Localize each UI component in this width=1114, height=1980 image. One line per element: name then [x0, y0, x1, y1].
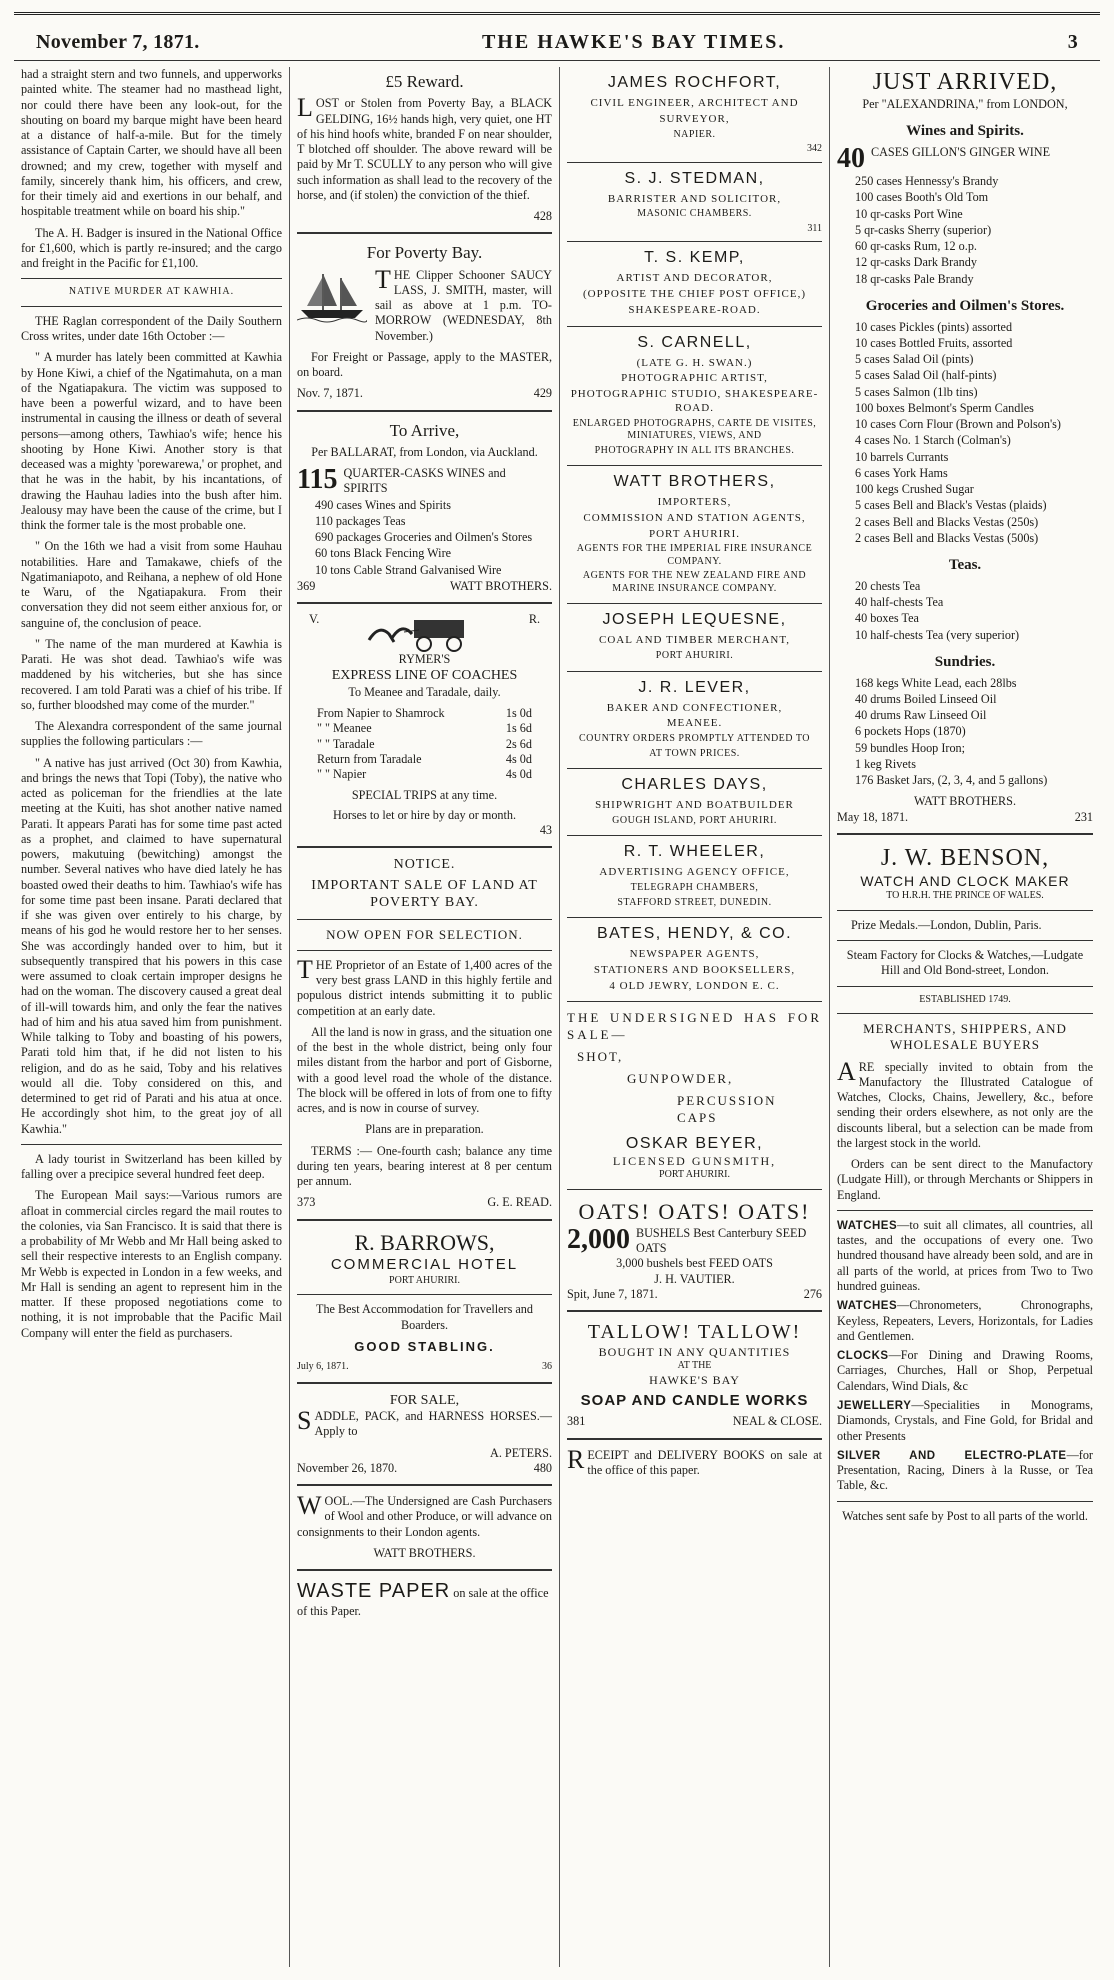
ad-number: 373: [297, 1195, 316, 1210]
arrived-footer: [837, 810, 1093, 825]
grocery-item: 10 cases Bottled Fruits, assorted: [855, 335, 1013, 350]
card-line: PORT AHURIRI.: [649, 527, 740, 540]
fare-price: 2s 6d: [505, 736, 532, 751]
benson-royal: TO H.R.H. THE PRINCE OF WALES.: [886, 890, 1044, 902]
divider: [297, 950, 552, 951]
divider: [837, 1210, 1093, 1211]
gun-item: PERCUSSION CAPS: [677, 1093, 777, 1125]
benson-item-key: SILVER AND ELECTRO-PLATE: [837, 1449, 1067, 1462]
ad-signature: WATT BROTHERS.: [913, 794, 1017, 809]
gunsmith-ad: [567, 1002, 822, 1190]
business-cards: [567, 67, 822, 1002]
divider: [297, 410, 552, 412]
coach-icon: [364, 612, 484, 652]
wines-title: Wines and Spirits.: [906, 123, 1024, 140]
ad-number: 429: [533, 386, 552, 401]
card-line: (OPPOSITE THE CHIEF POST OFFICE,): [583, 288, 806, 300]
ad-signature: J. H. VAUTIER.: [654, 1271, 735, 1286]
card-name: J. R. LEVER,: [638, 678, 751, 696]
ad-signature: NEAL & CLOSE.: [732, 1414, 822, 1429]
ad-number: 311: [807, 222, 822, 234]
wines-big-text: CASES GILLON'S GINGER WINE: [871, 145, 1051, 159]
ad-number: 43: [539, 822, 552, 837]
reward-title: £5 Reward.: [385, 72, 464, 91]
card-small-line: MASONIC CHAMBERS.: [637, 208, 752, 220]
benson-item: [837, 1218, 1093, 1294]
sundry-item: 1 keg Rivets: [855, 756, 916, 771]
arrive-footer: [297, 579, 552, 594]
tea-item: 40 half-chests Tea: [855, 595, 944, 609]
fare-row: [297, 721, 552, 736]
article-paragraph: The Alexandra correspondent of the same journal supplies the following particulars :—: [21, 719, 282, 749]
grocery-item: 5 cases Salad Oil (pints): [855, 352, 974, 366]
ad-number: 428: [533, 209, 552, 223]
oats-text: BUSHELS Best Canterbury SEED OATS: [636, 1225, 807, 1255]
business-card: [567, 327, 822, 467]
fare-row: [297, 706, 552, 721]
column-cards: [559, 67, 829, 1967]
ad-date: July 6, 1871.: [297, 1361, 349, 1372]
column-news: [14, 67, 289, 1967]
benson-merchants: MERCHANTS, SHIPPERS, AND WHOLESALE BUYERS: [863, 1021, 1067, 1053]
card-small-line: AGENTS FOR THE IMPERIAL FIRE INSURANCE COMPANY.: [576, 543, 813, 567]
teas-title: Teas.: [948, 557, 982, 573]
article-paragraph: " A native has just arrived (Oct 30) from Kawhia, and brings the news that Topi (Toby), the native who acted as policeman for the friendlies at the late meeting at the Kuiti, has shot another native named Parati. It appears Parati has for some time past acted as a prophet, and claimed to have supernatural powers, makutuing (bewitching) amongst the number. Several natives who have died lately he has boasted owed their deaths to him. Tawhiao's wife has for some time past been insane. Parati declared that if she was given over entirely to his charge, by means of his god he would restore her to her senses. She was accordingly handed over to him, but it subsequently transpired that his powers in this case were assumed to cloak certain improper designs he had on the woman. The discovery caused a great deal of ill-will towards him, and only the fear the natives had of him and his atua saved him from punishment. While talking to Toby and boasting of his powers, Parati told him that, if he did not listen to his religion, and do as he said, Toby and his relatives would all die. Toby considered on this, and determined to get rid of Parati and his atua at once. He accordingly shot him, to the great joy of all Kawhia.": [21, 755, 282, 1136]
fare-price: 4s 0d: [505, 767, 532, 781]
card-line: MEANEE.: [666, 717, 723, 730]
card-line: SHIPWRIGHT AND BOATBUILDER: [595, 799, 794, 811]
card-line: STATIONERS AND BOOKSELLERS,: [593, 963, 796, 976]
gun-list: [567, 1049, 822, 1126]
paper-title: THE HAWKE'S BAY TIMES.: [481, 31, 786, 53]
sundry-item: 59 bundles Hoop Iron;: [855, 740, 966, 755]
divider: [297, 602, 552, 604]
receipt-body: RECEIPT and DELIVERY BOOKS on sale at the office of this paper.: [567, 1444, 822, 1477]
waste-body: on sale at the office of this Paper.: [297, 1586, 549, 1618]
benson-item-text: —For Dining and Drawing Rooms, Carriages, Churches, Hall or Shop, Perpetual Calendars, Wind Dials, &c: [837, 1348, 1093, 1393]
card-name: T. S. KEMP,: [644, 249, 745, 267]
arrived-sub: Per "ALEXANDRINA," from LONDON,: [862, 97, 1068, 111]
fare-route: " " Taradale: [317, 736, 375, 751]
card-small-line: PORT AHURIRI.: [655, 650, 734, 661]
notice-title: NOTICE.: [393, 857, 456, 872]
ad-date: Spit, June 7, 1871.: [567, 1286, 658, 1301]
arrive-item: 60 tons Black Fencing Wire: [315, 546, 452, 561]
fare-row: [297, 752, 552, 767]
hotel-sub: COMMERCIAL HOTEL: [330, 1256, 519, 1273]
card-name: JAMES ROCHFORT,: [607, 74, 782, 91]
divider: [21, 1144, 282, 1145]
wines-big-line: [837, 143, 1093, 174]
article-paragraph: " The name of the man murdered at Kawhia is Parati. He was shot dead. Tawhiao's wife was maddened by his witcheries, but she has since recovered. I am told Parati was a chief of his tribe. If so, further bloodshed may come of the murder.": [21, 636, 282, 712]
fare-price: 1s 0d: [505, 706, 532, 720]
divider: [297, 919, 552, 920]
sale-body: SADDLE, PACK, and HARNESS HORSES.—Apply to: [297, 1406, 552, 1439]
hotel-stabling: GOOD STABLING.: [354, 1338, 495, 1354]
grocery-item: 10 barrels Currants: [855, 449, 949, 464]
column-ads-1: [289, 67, 559, 1967]
arrive-big-number: 115: [297, 464, 338, 495]
grocery-item: 100 boxes Belmont's Sperm Candles: [855, 400, 1034, 415]
arrive-big-text: QUARTER-CASKS WINES and SPIRITS: [343, 466, 506, 496]
divider: [837, 833, 1093, 835]
teas-list: [837, 579, 1093, 643]
benson-item-text: —Specialities in Monograms, Diamonds, Crystals, and Fine Gold, for Bridal and other Presents: [837, 1397, 1093, 1443]
card-line: ADVERTISING AGENCY OFFICE,: [599, 866, 790, 879]
ad-date: November 26, 1870.: [297, 1460, 398, 1475]
tallow-at: AT THE: [677, 1360, 712, 1371]
coach-sub: EXPRESS LINE OF COACHES: [331, 668, 518, 684]
notice-body: All the land is now in grass, and the situation one of the best in the whole district, being only four miles distant from the harbor and port of Gisborne, with a good level road the whole of the distance. The block will be offered in lots of from one to fifty acres, and is now in course of survey.: [297, 1024, 552, 1115]
card-name: R. T. WHEELER,: [623, 843, 766, 861]
tea-item: 20 chests Tea: [855, 578, 921, 593]
card-small-line: STAFFORD STREET, DUNEDIN.: [617, 896, 772, 908]
benson-trade: WATCH AND CLOCK MAKER: [860, 872, 1070, 889]
ad-number: 369: [297, 578, 316, 593]
article-paragraph: The European Mail says:—Various rumors are afloat in commercial circles regard the mail routes to the colonies, via San Francisco. It is said that there is a probability of Mr Webb and Mr Hall being asked to sell their respective interests to an English company. Mr Webb is expected in London in a few weeks, and Mr Hall is sending an agent to represent him in the matter. If these proposed negotiations come to nothing, it is not improbable that the Pacific Mail Company will enter the field as purchasers.: [21, 1188, 282, 1340]
masthead: [14, 15, 1100, 61]
article-paragraph: A lady tourist in Switzerland has been killed by falling over a precipice several hundred feet deep.: [21, 1151, 282, 1181]
business-card: [567, 604, 822, 671]
wine-item: 10 qr-casks Port Wine: [855, 206, 963, 221]
grocery-item: 5 cases Bell and Black's Vestas (plaids): [855, 498, 1047, 513]
card-small-line: NAPIER.: [673, 128, 716, 140]
card-line: COAL AND TIMBER MERCHANT,: [598, 634, 791, 647]
article-paragraph: had a straight stern and two funnels, and upperworks painted white. The steamer had no masthead light, nor could there have been any look-out, for the shouting on board my barque might have been heard at a distance of half-a-mile. But for the timely assistance of Captain Carter, we should have all been drowned; and my crew, together with myself and family, sincerely thank him, his officers, and crew, for their timely aid and exertions in our behalf, and hospitable treatment while on board his ship.": [21, 67, 282, 219]
reward-footer: [297, 209, 552, 224]
divider: [837, 1013, 1093, 1014]
fare-price: 1s 6d: [505, 721, 532, 736]
ad-number: 276: [803, 1286, 822, 1301]
ad-signature: A. PETERS.: [490, 1445, 552, 1460]
wines-big-number: 40: [837, 143, 865, 174]
benson-item-key: JEWELLERY: [837, 1399, 912, 1412]
card-line: SURVEYOR,: [659, 112, 730, 125]
wine-item: 5 qr-casks Sherry (superior): [855, 222, 992, 237]
waste-title: WASTE PAPER: [297, 1580, 451, 1602]
fare-route: Return from Taradale: [317, 751, 422, 766]
waste-paper-ad: [297, 1579, 552, 1619]
card-small-line: AGENTS FOR THE NEW ZEALAND FIRE AND MARINE INSURANCE COMPANY.: [582, 570, 807, 594]
reward-body: LOST or Stolen from Poverty Bay, a BLACK GELDING, 16½ hands high, very quiet, one HT of his hind hoofs white, branded F on near shoulder, T blotched off shoulder. The above reward will be paid by Mr T. SCULLY to any person who will give such information as shall lead to the recovery of the horse, and (if stolen) the conviction of the thief.: [297, 93, 552, 202]
benson-item-text: —to suit all climates, all countries, all tastes, and the occupations of every one. Two hundred thousand have already been sold, and are in all parts of the world, at prices from Two to Two hundred guineas.: [837, 1217, 1093, 1293]
fare-row: [297, 737, 552, 752]
ad-date: Nov. 7, 1871.: [297, 386, 363, 401]
divider: [297, 1569, 552, 1571]
coach-sub2: To Meanee and Taradale, daily.: [348, 684, 501, 699]
tallow-works: SOAP AND CANDLE WORKS: [580, 1391, 809, 1409]
benson-body: Orders can be sent direct to the Manufactory (Ludgate Hill), or through Merchants or Shippers in England.: [837, 1157, 1093, 1202]
poverty-body: THE Clipper Schooner SAUCY LASS, J. SMITH, master, will sail as above at 1 p.m. TO-MORROW (WEDNESDAY, 8th November.): [375, 264, 552, 343]
benson-item: [837, 1398, 1093, 1444]
sundry-item: 168 kegs White Lead, each 28lbs: [855, 675, 1017, 690]
arrive-item: 690 packages Groceries and Oilmen's Stores: [315, 530, 533, 544]
wine-item: 12 qr-casks Dark Brandy: [855, 255, 977, 270]
arrived-title: JUST ARRIVED,: [872, 69, 1058, 95]
tallow-place: HAWKE'S BAY: [649, 1372, 740, 1387]
grocery-item: 10 cases Corn Flour (Brown and Polson's): [855, 417, 1061, 431]
notice-plans: Plans are in preparation.: [365, 1122, 484, 1137]
divider: [297, 1382, 552, 1384]
business-card: [567, 67, 822, 163]
ad-signature: WATT BROTHERS.: [373, 1545, 476, 1560]
gun-place: PORT AHURIRI.: [659, 1168, 730, 1180]
grocery-item: 5 cases Salad Oil (half-pints): [855, 368, 997, 383]
grocery-item: 6 cases York Hams: [855, 465, 948, 480]
card-name: S. CARNELL,: [637, 333, 752, 351]
card-line: ARTIST AND DECORATOR,: [616, 272, 773, 285]
card-line: NEWSPAPER AGENTS,: [629, 948, 760, 960]
benson-post: Watches sent safe by Post to all parts of the world.: [842, 1508, 1088, 1523]
coach-title: RYMER'S: [398, 652, 451, 666]
benson-name: J. W. BENSON,: [880, 844, 1050, 871]
business-card: [567, 672, 822, 770]
groc-list: [837, 320, 1093, 547]
card-line: BAKER AND CONFECTIONER,: [606, 701, 783, 714]
arrive-sub: Per BALLARAT, from London, via Auckland.: [311, 444, 538, 459]
business-card: [567, 163, 822, 243]
card-footer: [567, 223, 822, 236]
arrive-item: 110 packages Teas: [315, 513, 406, 528]
issue-date: November 7, 1871.: [36, 31, 200, 53]
gun-name: OSKAR BEYER,: [625, 1134, 764, 1152]
ship-icon: [297, 268, 367, 324]
card-small-line: PHOTOGRAPHY IN ALL ITS BRANCHES.: [594, 444, 795, 456]
sale-title: FOR SALE,: [389, 1392, 460, 1408]
poverty-freight: For Freight or Passage, apply to the MASTER, on board.: [297, 349, 552, 379]
arrive-item: 10 tons Cable Strand Galvanised Wire: [315, 562, 502, 577]
hotel-place: PORT AHURIRI.: [389, 1274, 460, 1286]
card-small-line: TELEGRAPH CHAMBERS,: [630, 882, 759, 893]
oats-footer: [567, 1287, 822, 1302]
oats-feed: 3,000 bushels best FEED OATS: [616, 1256, 773, 1271]
divider: [297, 232, 552, 234]
gun-item: GUNPOWDER,: [627, 1071, 734, 1086]
grocery-item: 10 cases Pickles (pints) assorted: [855, 319, 1013, 334]
arrive-title: To Arrive,: [389, 420, 460, 440]
tallow-title: TALLOW! TALLOW!: [587, 1321, 802, 1343]
page-number: 3: [1067, 31, 1078, 53]
grocery-item: 2 cases Bell and Blacks Vestas (250s): [855, 514, 1039, 529]
fare-row: [297, 767, 552, 782]
tallow-footer: [567, 1414, 822, 1429]
coach-special: SPECIAL TRIPS at any time.: [351, 788, 498, 803]
gun-head: THE UNDERSIGNED HAS FOR SALE—: [567, 1010, 822, 1042]
divider: [837, 986, 1093, 987]
fare-table: [297, 706, 552, 782]
grocery-item: 5 cases Salmon (1lb tins): [855, 384, 978, 399]
benson-item-key: WATCHES: [837, 1300, 898, 1313]
hotel-body: The Best Accommodation for Travellers and Boarders.: [316, 1302, 533, 1332]
tea-item: 40 boxes Tea: [855, 611, 919, 626]
card-small-line: COUNTRY ORDERS PROMPTLY ATTENDED TO: [579, 733, 810, 744]
card-line: PHOTOGRAPHIC ARTIST,: [621, 372, 768, 385]
card-name: BATES, HENDY, & CO.: [596, 925, 793, 942]
wines-list: [837, 174, 1093, 287]
article-heading: NATIVE MURDER AT KAWHIA.: [68, 286, 235, 298]
benson-item-text: —Chronometers, Chronographs, Keyless, Repeaters, Levers, Horizontals, for Ladies and Gentlemen.: [837, 1298, 1093, 1343]
coach-initials: [297, 612, 552, 652]
ad-number: 342: [807, 143, 822, 154]
benson-body: ARE specially invited to obtain from the Manufactory the Illustrated Catalogue of Watches, Clocks, Chains, Jewellery, &c., before sending their orders elsewhere, as not only are the discounts liberal, but a selection can be made from the largest stock in the world.: [837, 1056, 1093, 1150]
groc-title: Groceries and Oilmen's Stores.: [865, 297, 1065, 314]
ad-number: 480: [533, 1460, 552, 1475]
card-line: COMMISSION AND STATION AGENTS,: [583, 511, 806, 524]
wine-item: 100 cases Booth's Old Tom: [855, 190, 989, 205]
card-small-line: GOUGH ISLAND, PORT AHURIRI.: [612, 814, 777, 826]
business-card: [567, 769, 822, 836]
sale-sig-row: [297, 1446, 552, 1461]
fare-price: 4s 0d: [505, 751, 532, 766]
hotel-footer: [297, 1361, 552, 1374]
benson-factory: Steam Factory for Clocks & Watches,—Ludgate Hill and Old Bond-street, London.: [846, 948, 1084, 978]
tallow-ad: [567, 1312, 822, 1440]
card-line: 4 OLD JEWRY, LONDON E. C.: [609, 979, 780, 992]
fare-route: " " Napier: [317, 767, 367, 781]
grocery-item: 100 kegs Crushed Sugar: [855, 482, 974, 496]
newspaper-page: [14, 8, 1100, 1972]
divider: [297, 1294, 552, 1295]
oats-big-line: [567, 1223, 822, 1257]
tea-item: 10 half-chests Tea (very superior): [855, 627, 1020, 642]
oats-ad: [567, 1190, 822, 1312]
notice-sub: IMPORTANT SALE OF LAND AT POVERTY BAY.: [311, 877, 538, 910]
arrive-big-line: [297, 466, 552, 497]
notice-body: THE Proprietor of an Estate of 1,400 acres of the very best grass LAND in this highly fertile and populous district intends submitting it to public competition at an early date.: [297, 954, 552, 1018]
divider: [297, 846, 552, 848]
benson-item-key: WATCHES: [837, 1219, 898, 1232]
benson-est: ESTABLISHED 1749.: [919, 993, 1011, 1005]
oats-big-number: 2,000: [567, 1223, 630, 1255]
notice-footer: [297, 1195, 552, 1210]
ad-number: 36: [542, 1361, 552, 1372]
benson-item: [837, 1348, 1093, 1394]
business-card: [567, 836, 822, 918]
divider: [837, 1501, 1093, 1502]
benson-item: [837, 1448, 1093, 1494]
wine-item: 250 cases Hennessy's Brandy: [855, 174, 999, 188]
card-line: PHOTOGRAPHIC STUDIO, SHAKESPEARE-ROAD.: [570, 388, 819, 414]
card-line: (LATE G. H. SWAN.): [636, 356, 753, 369]
ad-number: 381: [567, 1414, 586, 1429]
card-line: BARRISTER AND SOLICITOR,: [607, 192, 782, 205]
arrive-item: 490 cases Wines and Spirits: [315, 497, 452, 512]
divider: [21, 278, 282, 279]
wine-item: 18 qr-casks Pale Brandy: [855, 271, 974, 286]
benson-item-key: CLOCKS: [837, 1350, 889, 1362]
article-paragraph: The A. H. Badger is insured in the National Office for £1,600, which is partly re-insured; and the cargo and freight in the Pacific for £1,100.: [21, 225, 282, 270]
grocery-item: 4 cases No. 1 Starch (Colman's): [855, 433, 1011, 448]
sundry-item: 40 drums Raw Linseed Oil: [855, 708, 987, 722]
gun-trade: LICENSED GUNSMITH,: [612, 1153, 777, 1168]
coach-footer: [297, 823, 552, 838]
notice-open: NOW OPEN FOR SELECTION.: [326, 926, 523, 942]
fare-route: From Napier to Shamrock: [317, 706, 445, 720]
divider: [837, 940, 1093, 941]
card-line: IMPORTERS,: [657, 496, 732, 508]
business-card: [567, 242, 822, 326]
sundries-title: Sundries.: [934, 653, 996, 670]
sundries-list: [837, 676, 1093, 789]
business-card: [567, 918, 822, 1002]
card-name: JOSEPH LEQUESNE,: [602, 611, 787, 629]
sundry-item: 176 Basket Jars, (2, 3, 4, and 5 gallons): [855, 773, 1048, 787]
business-card: [567, 466, 822, 604]
oats-title: OATS! OATS! OATS!: [578, 1199, 811, 1225]
card-footer: [567, 143, 822, 156]
benson-item: [837, 1298, 1093, 1344]
benson-list: [837, 1218, 1093, 1494]
article-paragraph: THE Raglan correspondent of the Daily Southern Cross writes, under date 16th October :—: [21, 313, 282, 343]
column-ads-2: [829, 67, 1100, 1967]
ad-date: May 18, 1871.: [837, 809, 909, 824]
coach-initial-r: R.: [528, 612, 540, 626]
sundry-item: 40 drums Boiled Linseed Oil: [855, 691, 997, 706]
columns: [14, 67, 1100, 1967]
schooner-ad: [297, 264, 552, 350]
wool-body: WOOL.—The Undersigned are Cash Purchasers of Wool and other Produce, or will advance on consignments to their London agents.: [297, 1491, 552, 1539]
benson-medals: Prize Medals.—London, Dublin, Paris.: [851, 917, 1042, 932]
divider: [837, 910, 1093, 911]
wine-item: 60 qr-casks Rum, 12 o.p.: [855, 239, 977, 253]
hotel-name: R. BARROWS,: [354, 1229, 495, 1255]
divider: [297, 1219, 552, 1221]
card-small-line: AT TOWN PRICES.: [649, 747, 740, 759]
poverty-footer: [297, 386, 552, 401]
divider: [21, 306, 282, 307]
ad-number: 231: [1074, 809, 1093, 824]
article-paragraph: " A murder has lately been committed at Kawhia by Hone Kiwi, a chief of the Ngatimahuta, on a man of the Ngatiapakura. The victim was supposed to have been a powerful wizard, and to have been instrumental in causing the illness or death of several persons—among others, Tawhiao's wife; hence his shooting by Hone Kiwi. Another story is that deceased was a mighty 'porewarewa,' or prophet, and that he was in the habit, by his incantations, of drawing the Hauhau ladies into the bush after him. Jealousy may have been the cause of the crime, but I think the former tale is the most probable one.: [21, 350, 282, 532]
article-paragraph: " On the 16th we had a visit from some Hauhau notabilities. Hare and Tamakawe, chiefs of the Ngatimaniapoto, and Reihana, a nephew of old Hone te Waru, of the Ngatiapakura. From their conversation they did not seem either anxious for, or sanguine of, the conclusion of peace.: [21, 539, 282, 630]
sale-footer: [297, 1461, 552, 1476]
card-name: WATT BROTHERS,: [613, 473, 776, 490]
gun-item: SHOT,: [577, 1048, 624, 1064]
tallow-sub: BOUGHT IN ANY QUANTITIES: [598, 1345, 791, 1359]
card-line: CIVIL ENGINEER, ARCHITECT AND: [590, 97, 799, 109]
card-name: CHARLES DAYS,: [621, 776, 768, 793]
arrive-list: [297, 498, 552, 578]
card-line: SHAKESPEARE-ROAD.: [628, 303, 761, 316]
ad-signature: G. E. READ.: [487, 1195, 552, 1210]
benson-item-text: —for Presentation, Racing, Diners à la Russe, or Tea Table, &c.: [837, 1447, 1093, 1493]
grocery-item: 2 cases Bell and Blacks Vestas (500s): [855, 530, 1039, 545]
notice-terms: TERMS :— One-fourth cash; balance any time during ten years, bearing interest at 8 per centum per annum.: [297, 1143, 552, 1188]
ad-signature: WATT BROTHERS.: [449, 578, 552, 593]
coach-horses: Horses to let or hire by day or month.: [332, 807, 517, 822]
fare-route: " " Meanee: [317, 721, 372, 736]
poverty-title: For Poverty Bay.: [366, 243, 483, 263]
coach-initial-v: V.: [309, 612, 320, 626]
card-name: S. J. STEDMAN,: [624, 169, 765, 187]
divider: [297, 1484, 552, 1486]
sundry-item: 6 pockets Hops (1870): [855, 724, 966, 739]
card-small-line: ENLARGED PHOTOGRAPHS, CARTE DE VISITES, MINIATURES, VIEWS, AND: [572, 417, 817, 441]
